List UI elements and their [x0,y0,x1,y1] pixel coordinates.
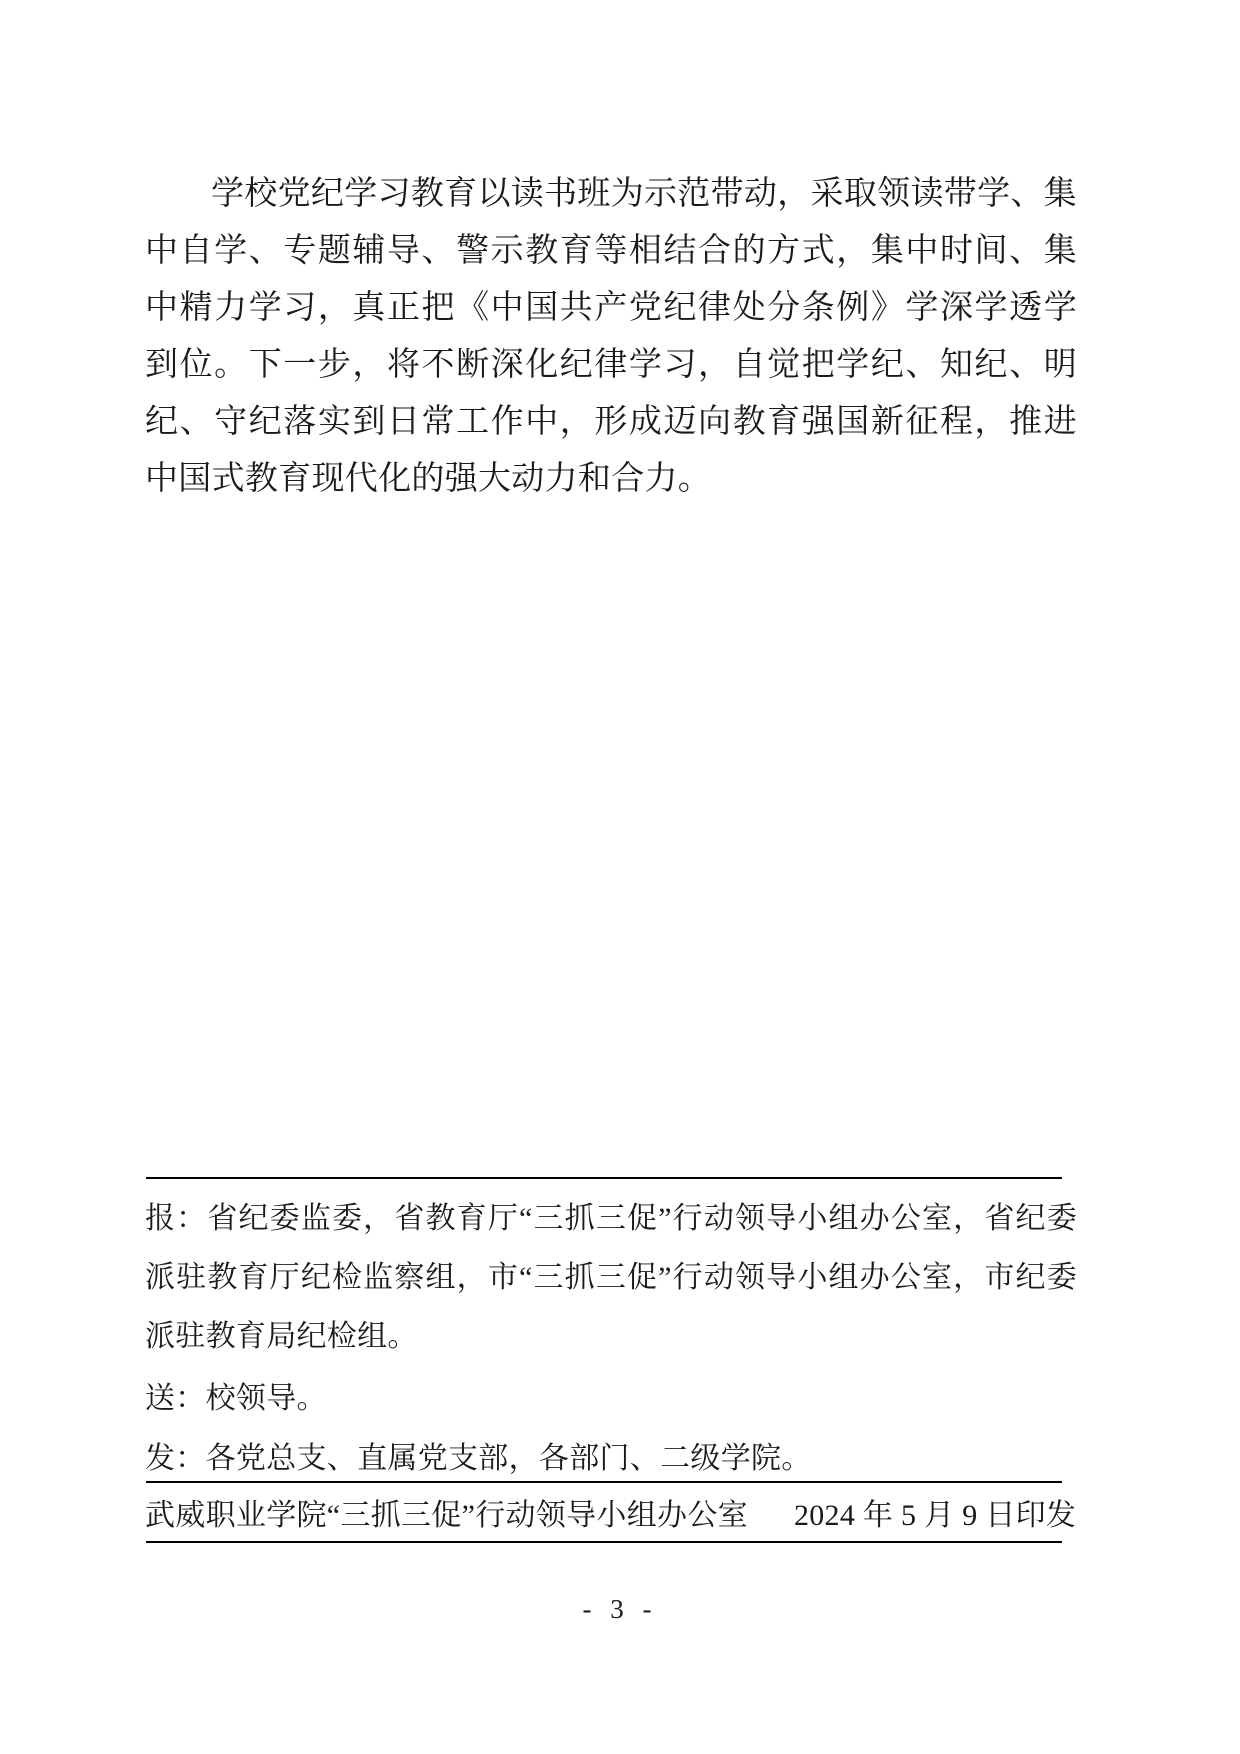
report-distribution-line: 报：省纪委监委，省教育厅“三抓三促”行动领导小组办公室，省纪委派驻教育厅纪检监察组，市“三抓三促”行动领导小组办公室，市纪委派驻教育局纪检组。 [145,1202,1077,1353]
colophon-bottom-divider [146,1541,1062,1543]
issue-distribution-line: 发：各党总支、直属党支部，各部门、二级学院。 [145,1442,812,1475]
colophon-issuer: 武威职业学院“三抓三促”行动领导小组办公室 [145,1499,748,1532]
body-paragraph: 学校党纪学习教育以读书班为示范带动，采取领读带学、集中自学、专题辅导、警示教育等相结合的方式，集中时间、集中精力学习，真正把《中国共产党纪律处分条例》学深学透学到位。下一步，将不断深化纪律学习，自觉把学纪、知纪、明纪、守纪落实到日常工作中，形成迈向教育强国新征程，推进中国式教育现代化的强大动力和合力。 [145,176,1077,497]
page-number: - 3 - [582,1594,658,1624]
send-distribution-line: 送：校领导。 [145,1382,327,1415]
footer-top-divider [146,1177,1062,1179]
colophon-print-date: 2024 年 5 月 9 日印发 [793,1499,1077,1532]
colophon-line [145,1482,1077,1542]
